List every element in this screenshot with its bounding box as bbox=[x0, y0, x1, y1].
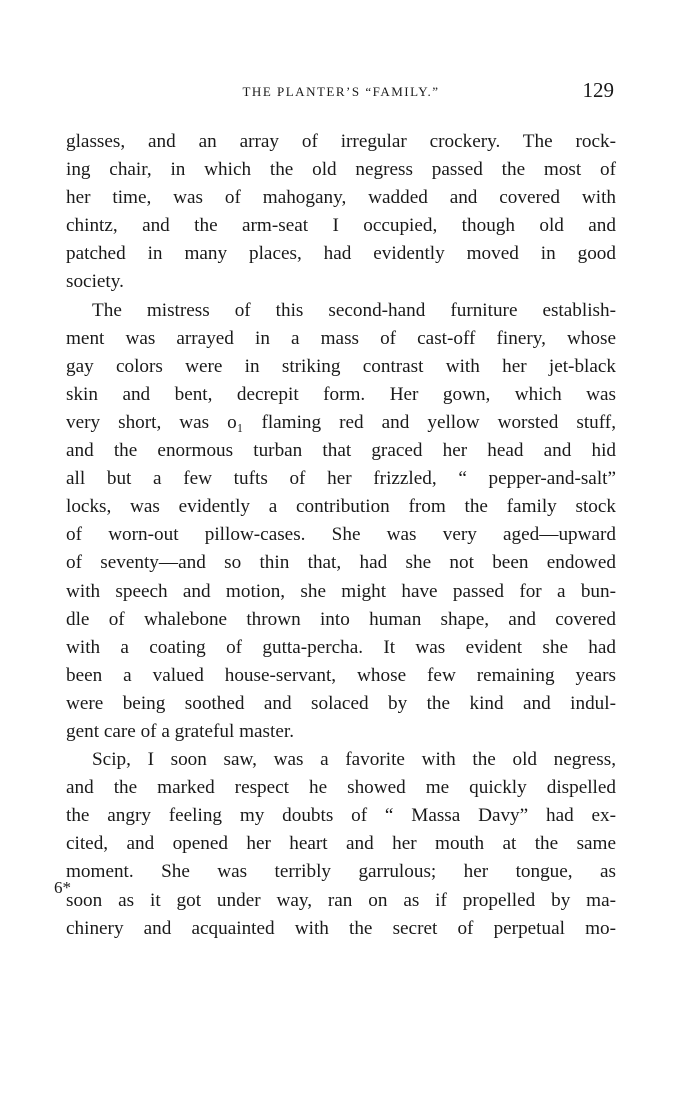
text-line: Scip, I soon saw, was a favorite with the old negress, bbox=[92, 749, 616, 771]
text-line: with speech and motion, she might have passed for a bun- bbox=[66, 580, 616, 602]
text-line: society. bbox=[66, 271, 124, 293]
page-number: 129 bbox=[582, 78, 614, 102]
text-line: dle of whalebone thrown into human shape, and covered bbox=[66, 608, 616, 630]
signature-mark: 6* bbox=[54, 878, 71, 897]
page-header bbox=[66, 78, 616, 112]
text-line: all but a few tufts of her frizzled, “ pepper-and-salt” bbox=[66, 468, 616, 490]
text-line: and the enormous turban that graced her head and hid bbox=[66, 440, 616, 462]
text-line: very short, was o₁ flaming red and yellow worsted stuff, bbox=[66, 411, 616, 433]
text-line: chintz, and the arm-seat I occupied, though old and bbox=[66, 215, 616, 237]
text-line: ment was arrayed in a mass of cast-off finery, whose bbox=[66, 327, 616, 349]
body-text bbox=[66, 128, 616, 943]
running-title: THE PLANTER’S “FAMILY.” bbox=[242, 84, 440, 99]
text-line: her time, was of mahogany, wadded and covered with bbox=[66, 187, 616, 209]
text-line: of worn-out pillow-cases. She was very aged—upward bbox=[66, 524, 616, 546]
text-line: cited, and opened her heart and her mouth at the same bbox=[66, 833, 616, 855]
text-line: chinery and acquainted with the secret of perpetual mo- bbox=[66, 917, 616, 939]
text-line: gay colors were in striking contrast with her jet-black bbox=[66, 355, 616, 377]
text-line: and the marked respect he showed me quickly dispelled bbox=[66, 777, 616, 799]
text-line: ing chair, in which the old negress passed the most of bbox=[66, 159, 616, 181]
paragraph-2 bbox=[66, 297, 616, 747]
text-line: glasses, and an array of irregular crockery. The rock- bbox=[66, 131, 616, 152]
text-line: the angry feeling my doubts of “ Massa Davy” had ex- bbox=[66, 805, 616, 827]
text-line: The mistress of this second-hand furniture establish- bbox=[92, 299, 616, 321]
text-line: soon as it got under way, ran on as if propelled by ma- bbox=[66, 889, 616, 911]
text-line: patched in many places, had evidently moved in good bbox=[66, 243, 616, 265]
text-line: with a coating of gutta-percha. It was evident she had bbox=[66, 636, 616, 658]
paragraph-1 bbox=[66, 128, 616, 297]
paragraph-3 bbox=[66, 746, 616, 943]
text-line: moment. She was terribly garrulous; her tongue, as bbox=[66, 861, 616, 883]
text-line: gent care of a grateful master. bbox=[66, 720, 295, 742]
text-line: skin and bent, decrepit form. Her gown, which was bbox=[66, 383, 616, 405]
book-page bbox=[66, 78, 616, 943]
text-line: locks, was evidently a contribution from the family stock bbox=[66, 496, 616, 518]
text-line: of seventy—and so thin that, had she not been endowed bbox=[66, 552, 616, 574]
text-line: were being soothed and solaced by the kind and indul- bbox=[66, 692, 616, 714]
text-line: been a valued house-servant, whose few remaining years bbox=[66, 664, 616, 686]
